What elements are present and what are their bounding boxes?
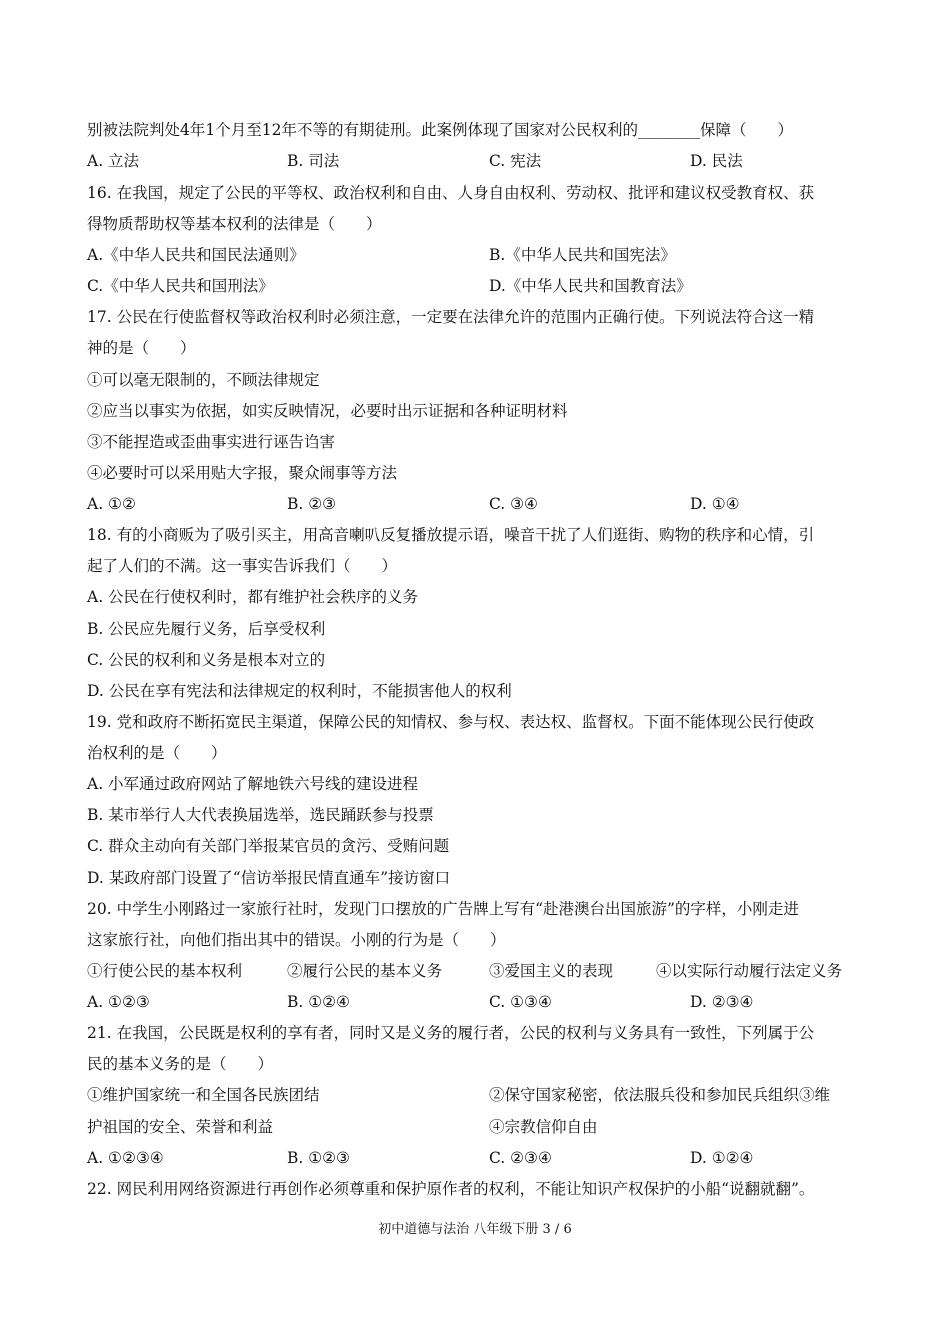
q20-item-3: ③爱国主义的表现 — [489, 962, 614, 980]
q15-option-b: B. 司法 — [287, 152, 340, 170]
q18-stem-line-2: 起了人们的不满。这一事实告诉我们（ ） — [87, 557, 398, 575]
q22-stem-line-1: 22. 网民利用网络资源进行再创作必须尊重和保护原作者的权利，不能让知识产权保护的小船“说翻就翻”。 — [87, 1180, 815, 1198]
q18-option-d: D. 公民在享有宪法和法律规定的权利时，不能损害他人的权利 — [87, 682, 512, 700]
q16-stem-line-1: 16. 在我国，规定了公民的平等权、政治权利和自由、人身自由权利、劳动权、批评和建议权受教育权、获 — [87, 184, 815, 202]
q17-item-1: ①可以毫无限制的，不顾法律规定 — [87, 371, 320, 389]
q20-option-a: A. ①②③ — [87, 993, 150, 1011]
q17-stem-line-1: 17. 公民在行使监督权等政治权利时必须注意，一定要在法律允许的范围内正确行使。下列说法符合这一精 — [87, 308, 815, 326]
q21-option-a: A. ①②③④ — [87, 1149, 164, 1167]
q16-option-a: A.《中华人民共和国民法通则》 — [87, 246, 305, 264]
q16-stem-line-2: 得物质帮助权等基本权利的法律是（ ） — [87, 215, 382, 233]
q21-item-3-cont: 护祖国的安全、荣誉和利益 — [87, 1118, 274, 1136]
q16-option-b: B.《中华人民共和国宪法》 — [489, 246, 676, 264]
q21-stem-line-1: 21. 在我国，公民既是权利的享有者，同时又是义务的履行者，公民的权利与义务具有一致性，下列属于公 — [87, 1024, 815, 1042]
q21-stem-line-2: 民的基本义务的是（ ） — [87, 1055, 274, 1073]
q15-option-c: C. 宪法 — [489, 152, 542, 170]
q17-item-3: ③不能捏造或歪曲事实进行诬告诌害 — [87, 433, 336, 451]
q17-item-4: ④必要时可以采用贴大字报，聚众闹事等方法 — [87, 464, 398, 482]
q20-stem-line-1: 20. 中学生小刚路过一家旅行社时，发现门口摆放的广告牌上写有“赴港澳台出国旅游”的字样，小刚走进 — [87, 900, 799, 918]
q19-stem-line-1: 19. 党和政府不断拓宽民主渠道，保障公民的知情权、参与权、表达权、监督权。下面不能体现公民行使政 — [87, 713, 815, 731]
q21-option-c: C. ②③④ — [489, 1149, 552, 1167]
q19-option-a: A. 小军通过政府网站了解地铁六号线的建设进程 — [87, 775, 419, 793]
q17-stem-line-2: 神的是（ ） — [87, 339, 196, 357]
q21-item-2: ②保守国家秘密，依法服兵役和参加民兵组织③维 — [489, 1086, 831, 1104]
q20-item-4: ④以实际行动履行法定义务 — [656, 962, 843, 980]
q18-option-c: C. 公民的权利和义务是根本对立的 — [87, 651, 326, 669]
q21-option-b: B. ①②③ — [287, 1149, 350, 1167]
q18-option-b: B. 公民应先履行义务，后享受权利 — [87, 620, 326, 638]
q19-option-b: B. 某市举行人大代表换届选举，选民踊跃参与投票 — [87, 806, 434, 824]
page-footer: 初中道德与法治 八年级下册 3 / 6 — [378, 1222, 572, 1237]
q17-option-c: C. ③④ — [489, 495, 538, 513]
q20-option-c: C. ①③④ — [489, 993, 552, 1011]
q20-option-d: D. ②③④ — [690, 993, 754, 1011]
q17-item-2: ②应当以事实为依据，如实反映情况，必要时出示证据和各种证明材料 — [87, 402, 568, 420]
q20-stem-line-2: 这家旅行社，向他们指出其中的错误。小刚的行为是（ ） — [87, 931, 506, 949]
q19-stem-line-2: 治权利的是（ ） — [87, 744, 227, 762]
q15-option-a: A. 立法 — [87, 152, 140, 170]
q20-option-b: B. ①②④ — [287, 993, 350, 1011]
q19-option-d: D. 某政府部门设置了“信访举报民情直通车”接访窗口 — [87, 869, 451, 887]
q19-option-c: C. 群众主动向有关部门举报某官员的贪污、受贿问题 — [87, 837, 450, 855]
q21-item-1: ①维护国家统一和全国各民族团结 — [87, 1086, 320, 1104]
q16-option-c: C.《中华人民共和国刑法》 — [87, 277, 274, 295]
q18-option-a: A. 公民在行使权利时，都有维护社会秩序的义务 — [87, 588, 419, 606]
q18-stem-line-1: 18. 有的小商贩为了吸引买主，用高音喇叭反复播放提示语，噪音干扰了人们逛街、购物的秩序和心情，引 — [87, 526, 815, 544]
q20-item-1: ①行使公民的基本权利 — [87, 962, 243, 980]
q20-item-2: ②履行公民的基本义务 — [287, 962, 443, 980]
q21-item-4: ④宗教信仰自由 — [489, 1118, 598, 1136]
q17-option-a: A. ①② — [87, 495, 136, 513]
q16-option-d: D.《中华人民共和国教育法》 — [489, 277, 692, 295]
q17-option-b: B. ②③ — [287, 495, 337, 513]
q17-option-d: D. ①④ — [690, 495, 740, 513]
q15-stem-tail: 别被法院判处4年1个月至12年不等的有期徒刑。此案例体现了国家对公民权利的________保障（ ） — [87, 121, 793, 139]
q15-option-d: D. 民法 — [690, 152, 743, 170]
q21-option-d: D. ①②④ — [690, 1149, 754, 1167]
